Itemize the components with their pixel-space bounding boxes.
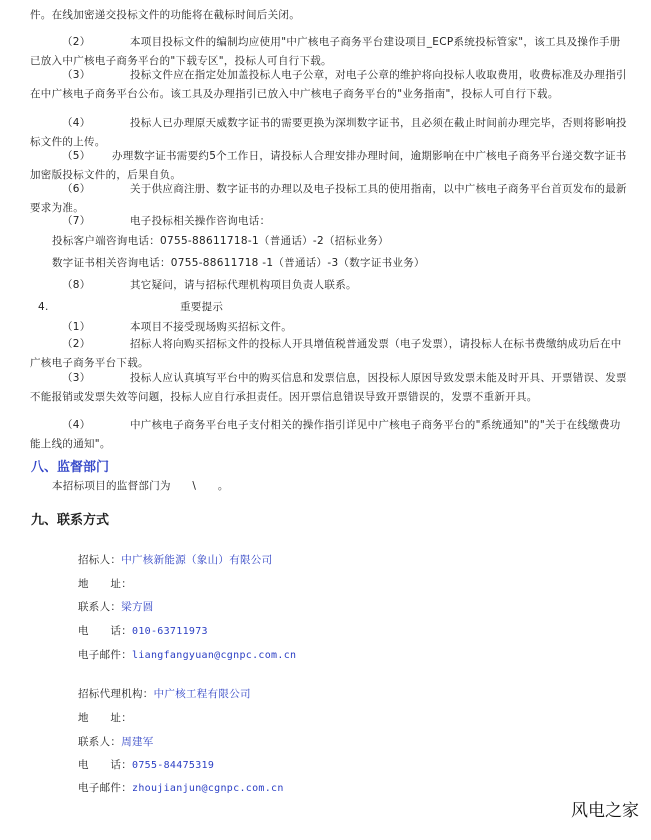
item-number: （4）	[62, 117, 91, 129]
supervision-text: 本招标项目的监督部门为 \ 。	[52, 480, 229, 492]
hotline-bid-client: 投标客户端咨询电话：0755-88611718-1（普通话）-2（招标业务）	[52, 235, 389, 247]
tenderer-row	[78, 551, 272, 570]
paragraph-text: 投标文件应在指定处加盖投标人电子公章，对电子公章的维护将向投标人收取费用，收费标准及办理指引在中广核电子商务平台公布。该工具及办理指引已放入中广核电子商务平台的"业务指南"，投标人可自行下载。	[30, 69, 627, 100]
paragraph-text: 关于供应商注册、数字证书的办理以及电子投标工具的使用指南，以中广核电子商务平台首页发布的最新要求为准。	[30, 183, 627, 214]
agency-address-row	[78, 709, 132, 728]
email-label: 电子邮件：	[78, 782, 132, 794]
address-label: 地 址：	[78, 578, 132, 590]
watermark-logo-text: 风电之家	[571, 801, 639, 821]
notice-heading	[30, 298, 630, 317]
paragraph-text: 投标人应认真填写平台中的购买信息和发票信息，因投标人原因导致发票未能及时开具、开票错误、发票不能报销或发票失效等问题，投标人应自行承担责任。因开票信息错误导致开票错误的，发票不重新开具。	[30, 372, 627, 403]
paragraph-text: 招标人将向购买招标文件的投标人开具增值税普通发票（电子发票），请投标人在标书费缴纳成功后在中广核电子商务平台下载。	[30, 338, 622, 369]
contact-label: 联系人：	[78, 736, 122, 748]
agency-name: 中广核工程有限公司	[153, 688, 251, 700]
email-link[interactable]: zhoujianjun@cgnpc.com.cn	[132, 783, 284, 794]
item-number: （1）	[62, 321, 91, 333]
item-number: （3）	[62, 69, 91, 81]
tenderer-label: 招标人：	[78, 554, 122, 566]
email-label: 电子邮件：	[78, 649, 132, 661]
phone-value: 010-63711973	[132, 626, 208, 637]
paragraph-text: 其它疑问，请与招标代理机构项目负责人联系。	[130, 279, 357, 291]
section-heading-supervision: 八、监督部门	[31, 460, 110, 475]
tenderer-email-row	[78, 646, 296, 665]
tenderer-phone-row	[78, 622, 208, 641]
item-number: （3）	[62, 372, 91, 384]
paragraph-item-8	[30, 276, 630, 295]
email-link[interactable]: liangfangyuan@cgnpc.com.cn	[132, 650, 297, 661]
paragraph-text: 办理数字证书需要约5个工作日，请投标人合理安排办理时间，逾期影响在中广核电子商务平台递交数字证书加密版投标文件的，后果自负。	[30, 150, 627, 181]
phone-label: 电 话：	[78, 759, 132, 771]
paragraph-text: 本项目投标文件的编制均应使用"中广核电子商务平台建设项目_ECP系统投标管家"，该工具及操作手册已放入中广核电子商务平台的"下载专区"，投标人可自行下载。	[30, 36, 621, 67]
paragraph-text: 投标人已办理原天威数字证书的需要更换为深圳数字证书，且必须在截止时间前办理完毕，否则将影响投标文件的上传。	[30, 117, 627, 148]
paragraph-text: 本项目不接受现场购买招标文件。	[130, 321, 292, 333]
agency-contact-row	[78, 733, 154, 752]
paragraph-item-7	[30, 212, 630, 231]
item-number: （7）	[62, 215, 91, 227]
paragraph-text: 件。在线加密递交投标文件的功能将在截标时间后关闭。	[30, 9, 300, 21]
agency-label: 招标代理机构：	[78, 688, 154, 700]
tenderer-address-row	[78, 575, 132, 594]
notice-item-2	[30, 335, 630, 373]
notice-item-3	[30, 369, 630, 407]
item-number: （8）	[62, 279, 91, 291]
agency-row	[78, 685, 251, 704]
agency-phone-row	[78, 756, 214, 775]
item-number: （4）	[62, 419, 91, 431]
contact-label: 联系人：	[78, 601, 122, 613]
notice-number: 4.	[38, 301, 49, 313]
agency-email-row	[78, 779, 284, 798]
tenderer-name: 中广核新能源（象山）有限公司	[121, 554, 273, 566]
notice-item-4	[30, 416, 630, 454]
item-number: （2）	[62, 338, 91, 350]
address-label: 地 址：	[78, 712, 132, 724]
contact-person: 梁方圆	[121, 601, 154, 613]
paragraph-encrypted-submission	[30, 6, 630, 25]
item-number: （6）	[62, 183, 91, 195]
paragraph-text: 中广核电子商务平台电子支付相关的操作指引详见中广核电子商务平台的"系统通知"的"关于在线缴费功能上线的通知"。	[30, 419, 621, 450]
paragraph-text: 电子投标相关操作咨询电话：	[130, 215, 271, 227]
item-number: （2）	[62, 36, 91, 48]
hotline-digital-certificate: 数字证书相关咨询电话：0755-88611718 -1（普通话）-3（数字证书业务）	[52, 257, 425, 269]
paragraph-item-3	[30, 66, 630, 104]
phone-value: 0755-84475319	[132, 760, 215, 771]
contact-person: 周建军	[121, 736, 154, 748]
phone-label: 电 话：	[78, 625, 132, 637]
notice-title: 重要提示	[180, 301, 224, 313]
section-heading-contact: 九、联系方式	[31, 513, 110, 528]
item-number: （5）	[62, 150, 91, 162]
tenderer-contact-row	[78, 598, 154, 617]
